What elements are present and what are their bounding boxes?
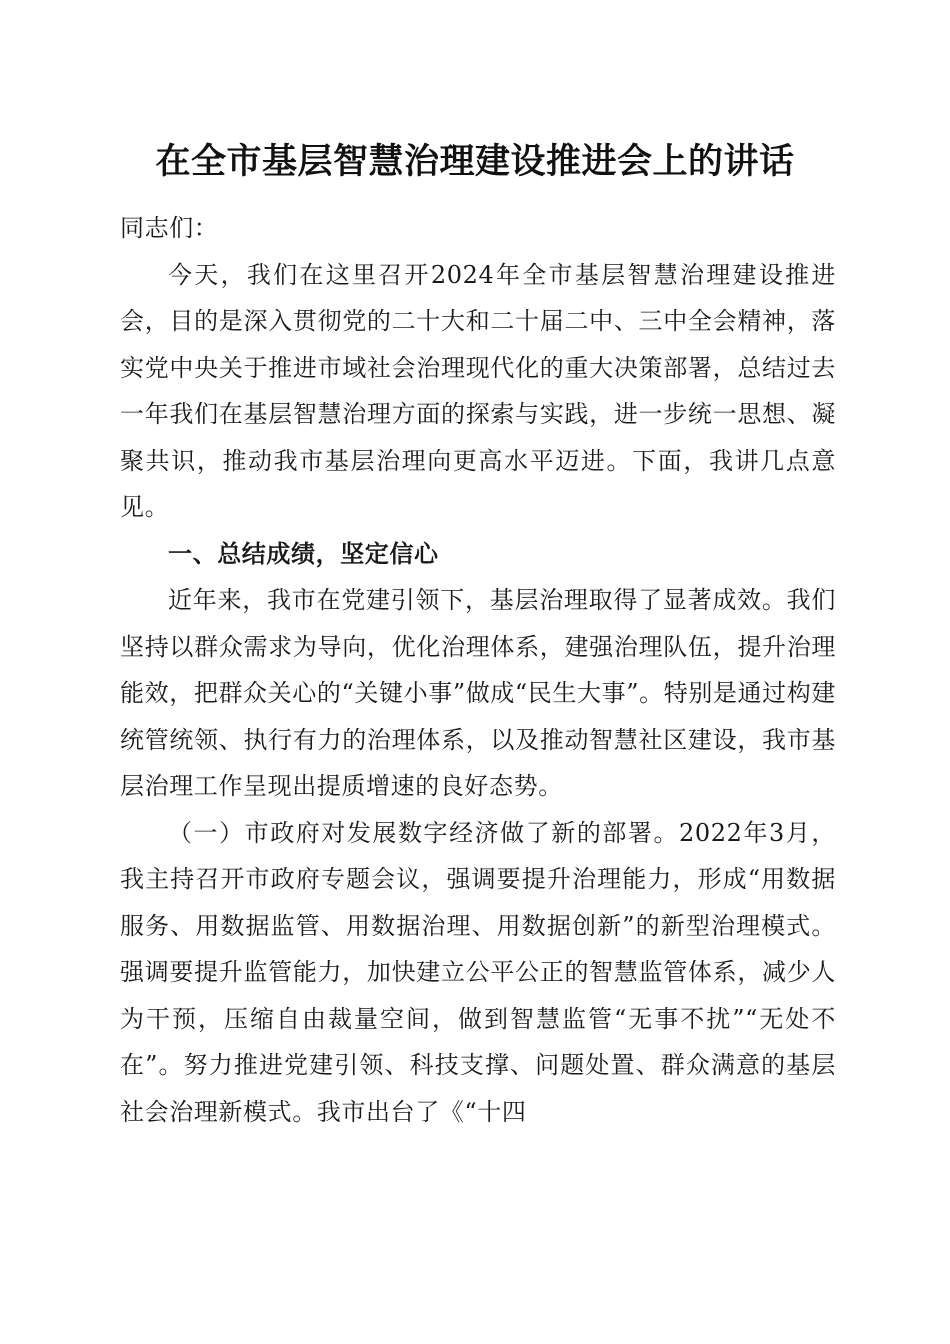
salutation: 同志们：: [120, 214, 219, 242]
document-body: [120, 205, 836, 1135]
section-1-paragraph: 近年来，我市在党建引领下，基层治理取得了显著成效。我们坚持以群众需求为导向，优化治理体系，建强治理队伍，提升治理能效，把群众关心的“关键小事”做成“民生大事”。特别是通过构建统管统领、执行有力的治理体系，以及推动智慧社区建设，我市基层治理工作呈现出提质增速的良好态势。: [120, 586, 836, 800]
document-title: 在全市基层智慧治理建设推进会上的讲话: [155, 141, 795, 182]
subsection-heading-1: （一）市政府对发展数字经济做了新的部署。: [168, 818, 680, 847]
intro-paragraph: 今天，我们在这里召开2024年全市基层智慧治理建设推进会，目的是深入贯彻党的二十大和二十届二中、三中全会精神，落实党中央关于推进市域社会治理现代化的重大决策部署，总结过去一年我们在基层智慧治理方面的探索与实践，进一步统一思想、凝聚共识，推动我市基层治理向更高水平迈进。下面，我讲几点意见。: [120, 260, 836, 521]
subsection-1-body: 2022年3月，我主持召开市政府专题会议，强调要提升治理能力，形成“用数据服务、用数据监管、用数据治理、用数据创新”的新型治理模式。强调要提升监管能力，加快建立公平公正的智慧监管体系，减少人为干预，压缩自由裁量空间，做到智慧监管“无事不扰”“无处不在”。努力推进党建引领、科技支撑、问题处置、群众满意的基层社会治理新模式。我市出台了《“十四: [120, 818, 837, 1126]
subsection-1-paragraph: [120, 810, 836, 1136]
section-heading-1: 一、总结成绩，坚定信心: [168, 539, 439, 568]
